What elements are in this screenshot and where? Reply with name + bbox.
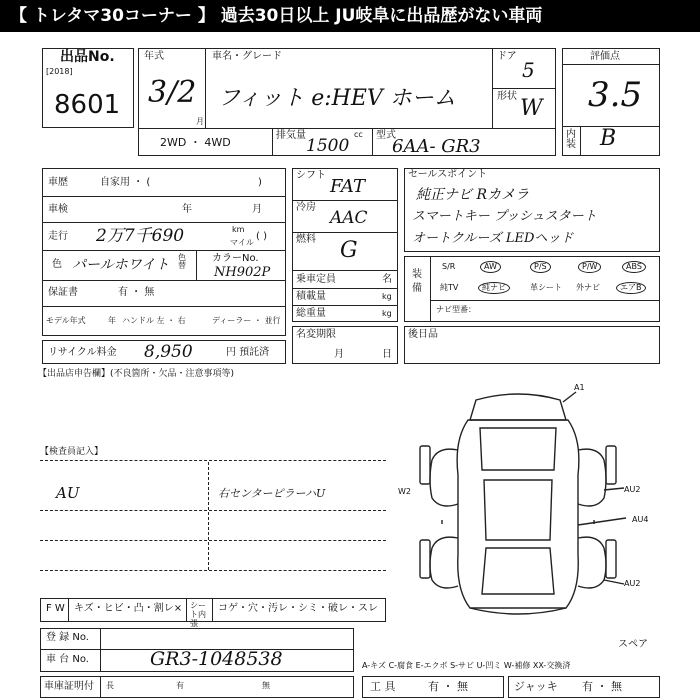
inspector-right-note: 右センターピラーハU xyxy=(218,487,326,500)
capacity-label: 乗車定員 xyxy=(296,274,336,285)
jack-label: ジャッキ xyxy=(514,680,558,693)
capacity-unit: 名 xyxy=(382,274,392,285)
equip-sr: S/R xyxy=(442,262,456,271)
interior-label: 内装 xyxy=(566,129,576,150)
inspector-label: 【検査員記入】 xyxy=(40,447,104,457)
load-label: 積載量 xyxy=(296,291,326,302)
certificate-a: 長 xyxy=(106,681,114,690)
equip-navi: 純ナビ xyxy=(478,282,510,294)
sales-points-label: セールスポイント xyxy=(408,169,488,180)
diagram-mark-au4: AU4 xyxy=(632,515,649,524)
model-year-label: 年式 xyxy=(144,51,164,62)
certificate-c: 無 xyxy=(262,681,270,690)
post-date-label: 後日品 xyxy=(408,329,438,340)
recycle-unit: 円 預託済 xyxy=(226,347,270,358)
equip-tv: 純TV xyxy=(440,283,459,292)
lot-number: 8601 xyxy=(54,90,121,120)
shift-value: FAT xyxy=(330,176,365,197)
color-value: パールホワイト xyxy=(72,257,170,273)
diagram-mark-au2-upper: AU2 xyxy=(624,485,641,494)
displacement-label: 排気量 xyxy=(276,130,306,141)
cooling-value: AAC xyxy=(330,208,368,228)
sales-point-line-3: オートクルーズ LEDヘッド xyxy=(412,231,574,246)
certificate-label: 車庫証明付 xyxy=(44,681,94,692)
model-row-dealer: ディーラー ・ 並行 xyxy=(212,316,281,325)
equip-ps: P/S xyxy=(530,261,551,273)
banner: 【 トレタマ30コーナー 】 過去30日以上 JU岐阜に出品歴がない車両 xyxy=(0,0,700,32)
displacement-unit: cc xyxy=(354,130,363,139)
tools-label: 工 具 xyxy=(370,680,396,693)
color-code-value: NH902P xyxy=(214,265,271,280)
recycle-label: リサイクル料金 xyxy=(48,347,117,358)
displacement-value: 1500 xyxy=(306,136,350,156)
model-year-value: 3/2 xyxy=(148,75,197,110)
lot-label: 出品No. xyxy=(60,49,115,65)
mileage-paren: ( ) xyxy=(256,231,267,242)
tools-value: 有 ・ 無 xyxy=(428,680,468,693)
fuel-label: 燃料 xyxy=(296,234,316,245)
model-type-label: 型式 xyxy=(376,130,396,141)
left-info xyxy=(42,168,286,336)
equip-abs: ABS xyxy=(622,261,646,273)
registration-label: 登 録 No. xyxy=(46,632,89,643)
sales-point-line-1: 純正ナビ Rカメラ xyxy=(416,187,529,203)
model-row-handle: ハンドル 左 ・ 右 xyxy=(122,316,186,325)
car-damage-diagram xyxy=(398,380,658,630)
gross-unit: kg xyxy=(382,309,392,318)
reg-expiry-day: 日 xyxy=(382,349,392,360)
shape-value: W xyxy=(520,96,543,121)
sales-point-line-2: スマートキー プッシュスタート xyxy=(412,209,597,224)
post-date-box xyxy=(404,326,660,364)
seller-note-label: 【出品店申告欄】(不良箇所・欠品・注意事項等) xyxy=(38,369,235,379)
lot-year-tag: [2018] xyxy=(46,67,73,76)
history-value: 自家用 ・ ( xyxy=(100,177,151,188)
inspection-year: 年 xyxy=(182,204,192,215)
equip-airbag: エアB xyxy=(616,282,646,294)
car-name-label: 車名・グレード xyxy=(212,51,282,62)
history-close: ) xyxy=(258,177,262,188)
history-label: 車歴 xyxy=(48,177,68,188)
chassis-value: GR3-1048538 xyxy=(150,648,283,670)
score-label: 評価点 xyxy=(590,51,620,62)
interior-value: B xyxy=(600,126,617,151)
fw-seat-items: コゲ・穴・汚レ・シミ・破レ・スレ xyxy=(218,603,378,614)
mileage-label: 走行 xyxy=(48,231,68,242)
equip-leather: 革シート xyxy=(530,283,562,292)
gross-label: 総重量 xyxy=(296,308,326,319)
warranty-value: 有 ・ 無 xyxy=(118,287,155,298)
recycle-value: 8,950 xyxy=(144,342,193,362)
fw-items: キズ・ヒビ・凸・割レ× xyxy=(74,603,183,614)
equip-ext-navi: 外ナビ xyxy=(576,283,600,292)
damage-legend: A-キズ C-腐食 E-エクボ S-サビ U-凹ミ W-補修 XX-交換済 xyxy=(362,661,571,670)
spare-label: スペア xyxy=(618,639,648,650)
diagram-mark-au2-lower: AU2 xyxy=(624,579,641,588)
shape-label: 形状 xyxy=(497,91,517,102)
doors-value: 5 xyxy=(522,58,535,82)
equip-aw: AW xyxy=(480,261,501,273)
warranty-label: 保証書 xyxy=(48,287,78,298)
fw-seat-label: シート内張 xyxy=(190,601,206,628)
color-change-label: 色替 xyxy=(178,253,186,270)
load-unit: kg xyxy=(382,292,392,301)
mileage-unit2: マイル xyxy=(230,238,254,247)
color-code-label: カラーNo. xyxy=(212,253,259,264)
color-label: 色 xyxy=(52,259,62,270)
score-value: 3.5 xyxy=(588,75,643,115)
model-row-label: モデル年式 xyxy=(46,316,86,325)
chassis-label: 車 台 No. xyxy=(46,654,89,665)
shift-label: シフト xyxy=(296,170,326,181)
reg-expiry-month: 月 xyxy=(334,349,344,360)
certificate-b: 有 xyxy=(176,681,184,690)
equip-pw: P/W xyxy=(578,261,601,273)
mileage-unit: km xyxy=(232,225,245,234)
fuel-value: G xyxy=(340,238,358,263)
equip-nav-model: ナビ型番： xyxy=(436,305,476,314)
doors-label: ドア xyxy=(497,51,517,62)
fw-label: F W xyxy=(46,603,65,614)
model-year-month: 月 xyxy=(196,117,204,126)
model-row-year: 年 xyxy=(108,316,116,325)
mileage-value: 2万7千690 xyxy=(96,226,185,246)
car-name-value: フィット e:HEV ホーム xyxy=(218,86,456,111)
cooling-label: 冷房 xyxy=(296,202,316,213)
inspection-label: 車検 xyxy=(48,204,68,215)
diagram-mark-a1: A1 xyxy=(574,383,585,392)
inspector-left-note: AU xyxy=(56,484,80,502)
equipment-label: 装備 xyxy=(412,269,422,294)
reg-expiry-label: 名変期限 xyxy=(296,329,336,340)
diagram-mark-w2: W2 xyxy=(398,487,411,496)
jack-value: 有 ・ 無 xyxy=(582,680,622,693)
model-type-value: 6AA- GR3 xyxy=(392,136,481,157)
drive-text: 2WD ・ 4WD xyxy=(160,136,231,149)
inspection-month: 月 xyxy=(252,204,262,215)
